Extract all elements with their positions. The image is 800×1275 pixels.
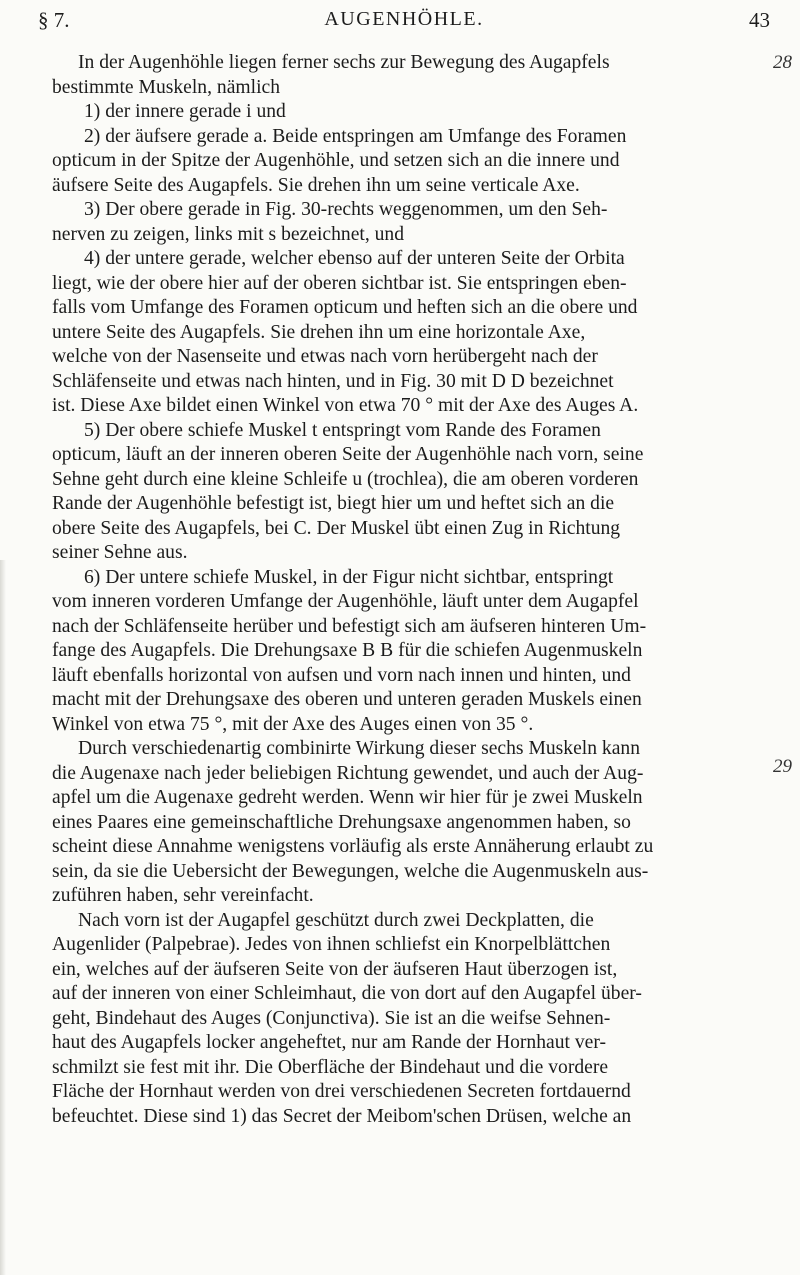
text-line: geht, Bindehaut des Auges (Conjunctiva). Sie ist an die weifse Sehnen- [52,1007,611,1029]
text-line: 2) der äufsere gerade a. Beide entspringen am Umfange des Foramen [84,125,627,147]
text-line: scheint diese Annahme wenigstens vorläufig als erste Annäherung erlaubt zu [52,836,654,857]
text-line: nach der Schläfenseite herüber und befestigt sich am äufseren hinteren Um- [52,615,647,637]
text-line: Rande der Augenhöhle befestigt ist, biegt hier um und heftet sich an die [52,493,615,514]
text-line: opticum, läuft an der inneren oberen Seite der Augenhöhle nach vorn, seine [52,444,644,465]
text-line: 3) Der obere gerade in Fig. 30-rechts weggenommen, um den Seh- [84,199,608,220]
text-line: befeuchtet. Diese sind 1) das Secret der Meibom'schen Drüsen, welche an [52,1105,632,1127]
text-line: äufsere Seite des Augapfels. Sie drehen ihn um seine verticale Axe. [52,174,580,196]
text-line: 4) der untere gerade, welcher ebenso auf der unteren Seite der Orbita [84,248,625,269]
text-line: 1) der innere gerade i und [84,101,286,122]
text-line: sein, da sie die Uebersicht der Bewegungen, welche die Augenmuskeln aus- [52,860,649,882]
running-header [38,8,770,38]
text-line: Augenlider (Palpebrae). Jedes von ihnen schliefst ein Knorpelblättchen [52,934,611,955]
text-line: Fläche der Hornhaut werden von drei verschiedenen Secreten fortdauernd [52,1081,631,1102]
text-line: vom inneren vorderen Umfange der Augenhöhle, läuft unter dem Augapfel [52,591,639,612]
text-line: Nach vorn ist der Augapfel geschützt durch zwei Deckplatten, die [78,909,594,931]
text-line: ein, welches auf der äufseren Seite von der äufseren Haut überzogen ist, [52,958,618,980]
text-line: läuft ebenfalls horizontal von aufsen und vorn nach innen und hinten, und [52,664,631,686]
body-text [52,51,762,1129]
chapter-title: AUGENHÖHLE. [324,8,484,30]
page-number: 43 [749,8,770,32]
text-line: apfel um die Augenaxe gedreht werden. Wenn wir hier für je zwei Muskeln [52,787,643,808]
section-number: § 7. [38,8,70,32]
text-line: Schläfenseite und etwas nach hinten, und in Fig. 30 mit D D bezeichnet [52,370,614,392]
text-line: falls vom Umfange des Foramen opticum und heften sich an die obere und [52,297,638,318]
text-line: Durch verschiedenartig combinirte Wirkung dieser sechs Muskeln kann [78,738,641,759]
text-line: obere Seite des Augapfels, bei C. Der Muskel übt einen Zug in Richtung [52,517,621,539]
margin-number: 28 [773,52,792,73]
text-line: In der Augenhöhle liegen ferner sechs zur Bewegung des Augapfels [78,52,610,73]
text-line: 5) Der obere schiefe Muskel t entspringt vom Rande des Foramen [84,419,601,441]
margin-number: 29 [773,756,792,777]
text-line: 6) Der untere schiefe Muskel, in der Figur nicht sichtbar, entspringt [84,566,614,588]
text-line: opticum in der Spitze der Augenhöhle, und setzen sich an die innere und [52,150,620,171]
text-line: Sehne geht durch eine kleine Schleife u (trochlea), die am oberen vorderen [52,468,639,490]
text-line: macht mit der Drehungsaxe des oberen und unteren geraden Muskels einen [52,689,642,710]
text-line: Winkel von etwa 75 °, mit der Axe des Auges einen von 35 °. [52,713,534,735]
text-line: auf der inneren von einer Schleimhaut, die von dort auf den Augapfel über- [52,983,642,1004]
text-line: bestimmte Muskeln, nämlich [52,76,281,98]
text-line: eines Paares eine gemeinschaftliche Drehungsaxe angenommen haben, so [52,811,631,833]
text-line: die Augenaxe nach jeder beliebigen Richtung gewendet, und auch der Aug- [52,762,644,784]
text-line: untere Seite des Augapfels. Sie drehen ihn um eine horizontale Axe, [52,321,586,343]
text-line: ist. Diese Axe bildet einen Winkel von etwa 70 ° mit der Axe des Auges A. [52,395,639,416]
text-line: seiner Sehne aus. [52,542,188,563]
text-line: fange des Augapfels. Die Drehungsaxe B B für die schiefen Augenmuskeln [52,640,643,661]
scan-shadow-edge [0,560,6,1275]
text-line: welche von der Nasenseite und etwas nach vorn herübergeht nach der [52,346,598,367]
text-line: schmilzt sie fest mit ihr. Die Oberfläche der Bindehaut und die vordere [52,1056,609,1078]
text-line: liegt, wie der obere hier auf der oberen sichtbar ist. Sie entspringen eben- [52,272,627,294]
text-line: nerven zu zeigen, links mit s bezeichnet, und [52,223,405,245]
text-line: zuführen haben, sehr vereinfacht. [52,885,314,906]
text-line: haut des Augapfels locker angeheftet, nur am Rande der Hornhaut ver- [52,1032,607,1053]
